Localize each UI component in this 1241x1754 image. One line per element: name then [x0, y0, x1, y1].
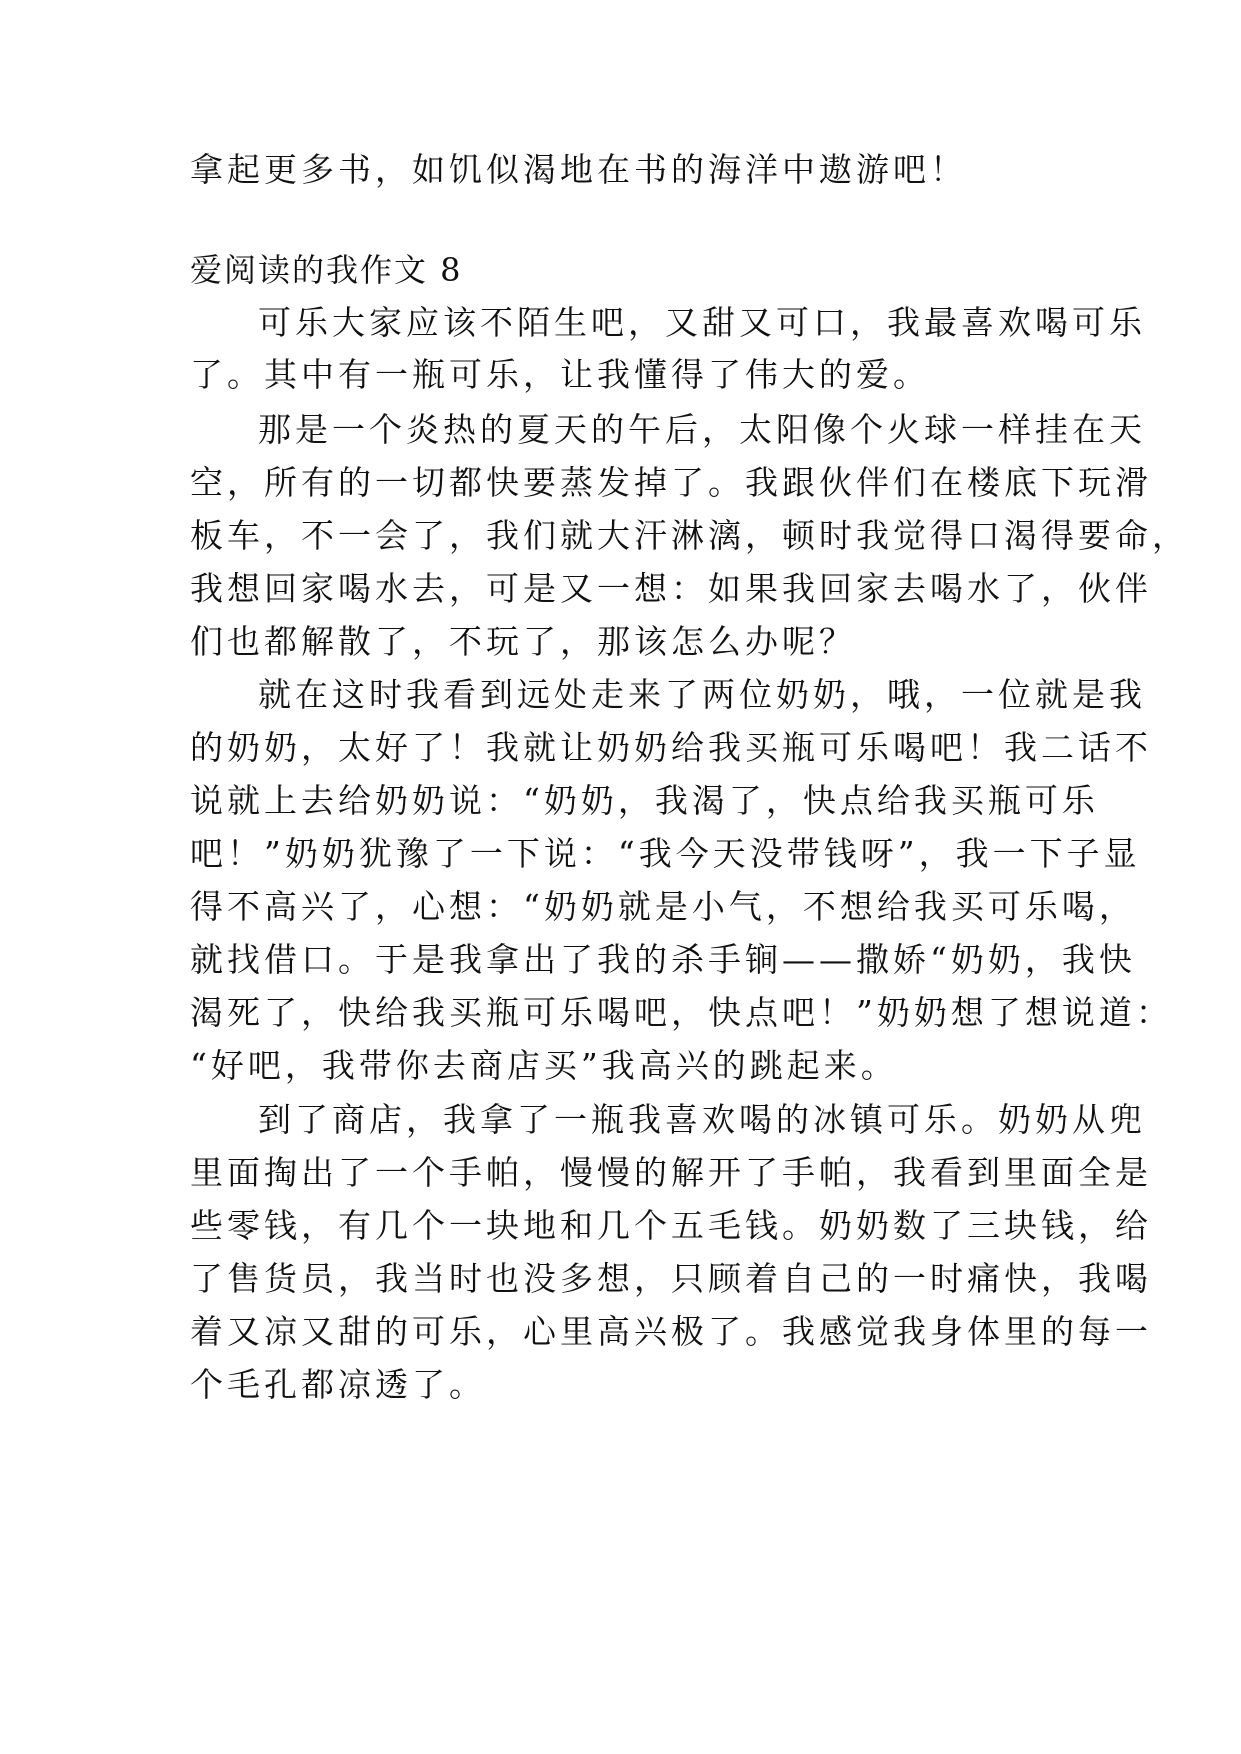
- text-line: 板车，不一会了，我们就大汗淋漓，顿时我觉得口渴得要命，: [190, 516, 1189, 555]
- text-line: 我想回家喝水去，可是又一想：如果我回家去喝水了，伙伴: [190, 569, 1152, 608]
- text-line: 那是一个炎热的夏天的午后，太阳像个火球一样挂在天: [258, 410, 1146, 449]
- text-line: 了售货员，我当时也没多想，只顾着自己的一时痛快，我喝: [190, 1259, 1152, 1298]
- text-line: 渴死了，快给我买瓶可乐喝吧，快点吧！”奶奶想了想说道：: [190, 993, 1173, 1032]
- text-line: 们也都解散了，不玩了，那该怎么办呢？: [190, 622, 856, 661]
- text-line: 了。其中有一瓶可乐，让我懂得了伟大的爱。: [190, 355, 930, 394]
- text-line: 就在这时我看到远处走来了两位奶奶，哦，一位就是我: [258, 675, 1146, 714]
- text-line: 些零钱，有几个一块地和几个五毛钱。奶奶数了三块钱，给: [190, 1206, 1152, 1245]
- carryover-line: 拿起更多书，如饥似渴地在书的海洋中遨游吧！: [190, 150, 967, 189]
- text-line: “好吧，我带你去商店买”我高兴的跳起来。: [190, 1046, 898, 1085]
- text-line: 到了商店，我拿了一瓶我喜欢喝的冰镇可乐。奶奶从兜: [258, 1100, 1146, 1139]
- text-line: 里面掏出了一个手帕，慢慢的解开了手帕，我看到里面全是: [190, 1153, 1152, 1192]
- text-line: 个毛孔都凉透了。: [190, 1365, 486, 1404]
- text-line: 吧！”奶奶犹豫了一下说：“我今天没带钱呀”，我一下子显: [190, 834, 1141, 873]
- text-line: 空，所有的一切都快要蒸发掉了。我跟伙伴们在楼底下玩滑: [190, 463, 1152, 502]
- text-line: 着又凉又甜的可乐，心里高兴极了。我感觉我身体里的每一: [190, 1312, 1152, 1351]
- text-line: 说就上去给奶奶说：“奶奶，我渴了，快点给我买瓶可乐: [190, 781, 1099, 820]
- text-line: 的奶奶，太好了！我就让奶奶给我买瓶可乐喝吧！我二话不: [190, 728, 1152, 767]
- essay-heading: 爱阅读的我作文 8: [190, 251, 463, 289]
- text-line: 得不高兴了，心想：“奶奶就是小气，不想给我买可乐喝，: [190, 887, 1136, 926]
- text-line: 就找借口。于是我拿出了我的杀手锏——撒娇“奶奶，我快: [190, 940, 1136, 979]
- text-line: 可乐大家应该不陌生吧，又甜又可口，我最喜欢喝可乐: [258, 303, 1146, 342]
